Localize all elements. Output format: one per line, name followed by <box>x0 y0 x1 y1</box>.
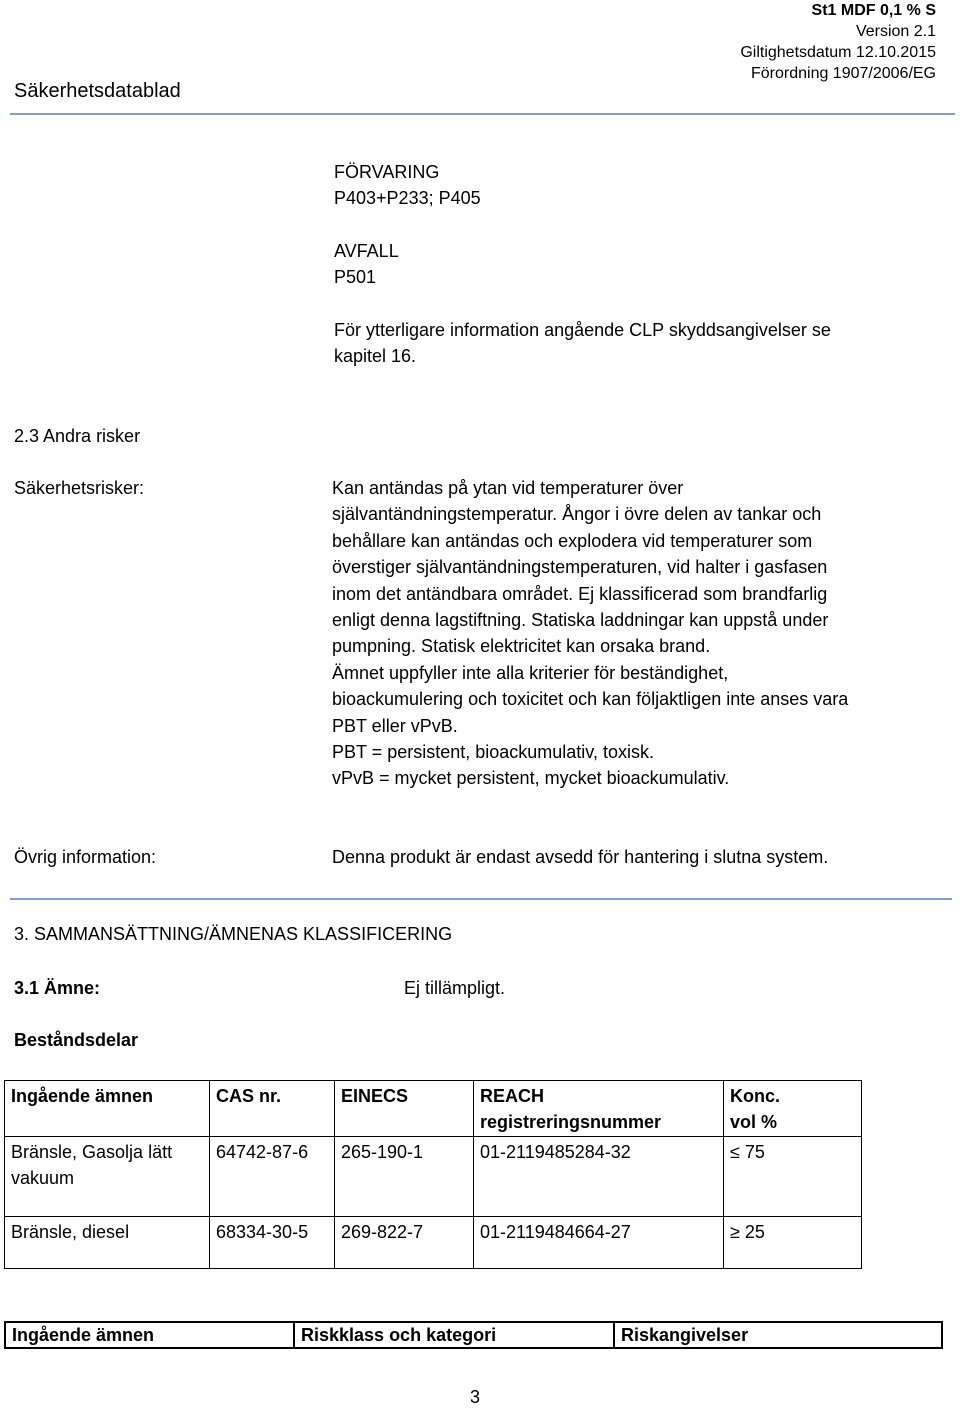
header-cell: Ingående ämnen <box>5 1322 294 1348</box>
table-cell: Bränsle, Gasolja lätt vakuum <box>5 1136 210 1216</box>
header-cell <box>724 1081 862 1137</box>
table-cell: ≤ 75 <box>724 1136 862 1216</box>
risk-line: överstiger självantändningstemperaturen, vid halter i gasfasen <box>332 557 828 578</box>
header-cell <box>5 1081 210 1137</box>
table-row <box>5 1136 862 1216</box>
other-info-label: Övrig information: <box>14 847 157 867</box>
table-row <box>5 1216 862 1268</box>
version: Version 2.1 <box>855 23 936 40</box>
other-info-text: Denna produkt är endast avsedd för hantering i slutna system. <box>332 847 829 867</box>
disposal-heading: AVFALL <box>334 241 399 261</box>
table-cell: Bränsle, diesel <box>5 1216 210 1268</box>
header-text: REACH registreringsnummer <box>480 1086 662 1133</box>
table-header-row <box>5 1081 862 1137</box>
table-cell: 68334-30-5 <box>210 1216 335 1268</box>
risk-line: PBT = persistent, bioackumulativ, toxisk. <box>332 742 654 763</box>
risk-line: PBT eller vPvB. <box>332 715 458 736</box>
substance-value: Ej tillämpligt. <box>404 978 506 998</box>
disposal-codes: P501 <box>334 267 377 288</box>
page-number: 3 <box>470 1387 481 1407</box>
header-divider <box>10 113 955 115</box>
storage-heading: FÖRVARING <box>334 162 440 182</box>
risk-line: inom det antändbara området. Ej klassificerad som brandfarlig <box>332 583 828 604</box>
risk-line: vPvB = mycket persistent, mycket bioackumulativ. <box>332 768 730 789</box>
regulation: Förordning 1907/2006/EG <box>750 65 936 82</box>
header-text: Ingående ämnen <box>11 1086 154 1106</box>
clp-note-line: För ytterligare information angående CLP skyddsangivelser se <box>334 320 831 340</box>
table-cell: 64742-87-6 <box>210 1136 335 1216</box>
disposal-block <box>334 238 399 291</box>
section-divider <box>10 898 952 900</box>
section-2-3-title: 2.3 Andra risker <box>14 426 141 446</box>
header-text: Konc. vol % <box>730 1086 781 1133</box>
risk-line: enligt denna lagstiftning. Statiska laddningar kan uppstå under <box>332 610 829 631</box>
table-cell: ≥ 25 <box>724 1216 862 1268</box>
header-cell: Riskangivelser <box>614 1322 942 1348</box>
clp-note-line: kapitel 16. <box>334 346 417 367</box>
header-cell <box>210 1081 335 1137</box>
section-3-title: 3. SAMMANSÄTTNING/ÄMNENAS KLASSIFICERING <box>14 924 453 944</box>
header-cell <box>335 1081 474 1137</box>
risk-line: behållare kan antändas och explodera vid temperaturer som <box>332 530 813 551</box>
safety-risks-label: Säkerhetsrisker: <box>14 478 145 498</box>
classification-table <box>4 1321 943 1349</box>
table-header-row <box>5 1322 942 1348</box>
product-name: St1 MDF 0,1 % S <box>811 2 936 19</box>
components-heading: Beståndsdelar <box>14 1030 139 1050</box>
storage-block <box>334 159 481 212</box>
header-text: CAS nr. <box>216 1086 282 1106</box>
header-text: EINECS <box>341 1086 409 1106</box>
risk-line: Kan antändas på ytan vid temperaturer över <box>332 478 684 498</box>
table-cell: 265-190-1 <box>335 1136 474 1216</box>
table-cell: 269-822-7 <box>335 1216 474 1268</box>
risk-line: bioackumulering och toxicitet och kan följaktligen inte anses vara <box>332 689 849 710</box>
header-cell <box>474 1081 724 1137</box>
header-cell: Riskklass och kategori <box>294 1322 614 1348</box>
table-cell: 01-2119485284-32 <box>474 1136 724 1216</box>
header-meta <box>740 0 936 84</box>
document-title: Säkerhetsdatablad <box>14 80 181 102</box>
risk-line: självantändningstemperatur. Ångor i övre delen av tankar och <box>332 504 822 525</box>
storage-codes: P403+P233; P405 <box>334 188 481 209</box>
clp-note <box>334 317 831 370</box>
table-cell: 01-2119484664-27 <box>474 1216 724 1268</box>
safety-risks-text <box>332 475 848 792</box>
components-table <box>4 1080 862 1269</box>
risk-line: Ämnet uppfyller inte alla kriterier för beständighet, <box>332 662 729 683</box>
substance-label: 3.1 Ämne: <box>14 978 101 998</box>
validity-date: Giltighetsdatum 12.10.2015 <box>740 44 936 61</box>
risk-line: pumpning. Statisk elektricitet kan orsaka brand. <box>332 636 711 657</box>
